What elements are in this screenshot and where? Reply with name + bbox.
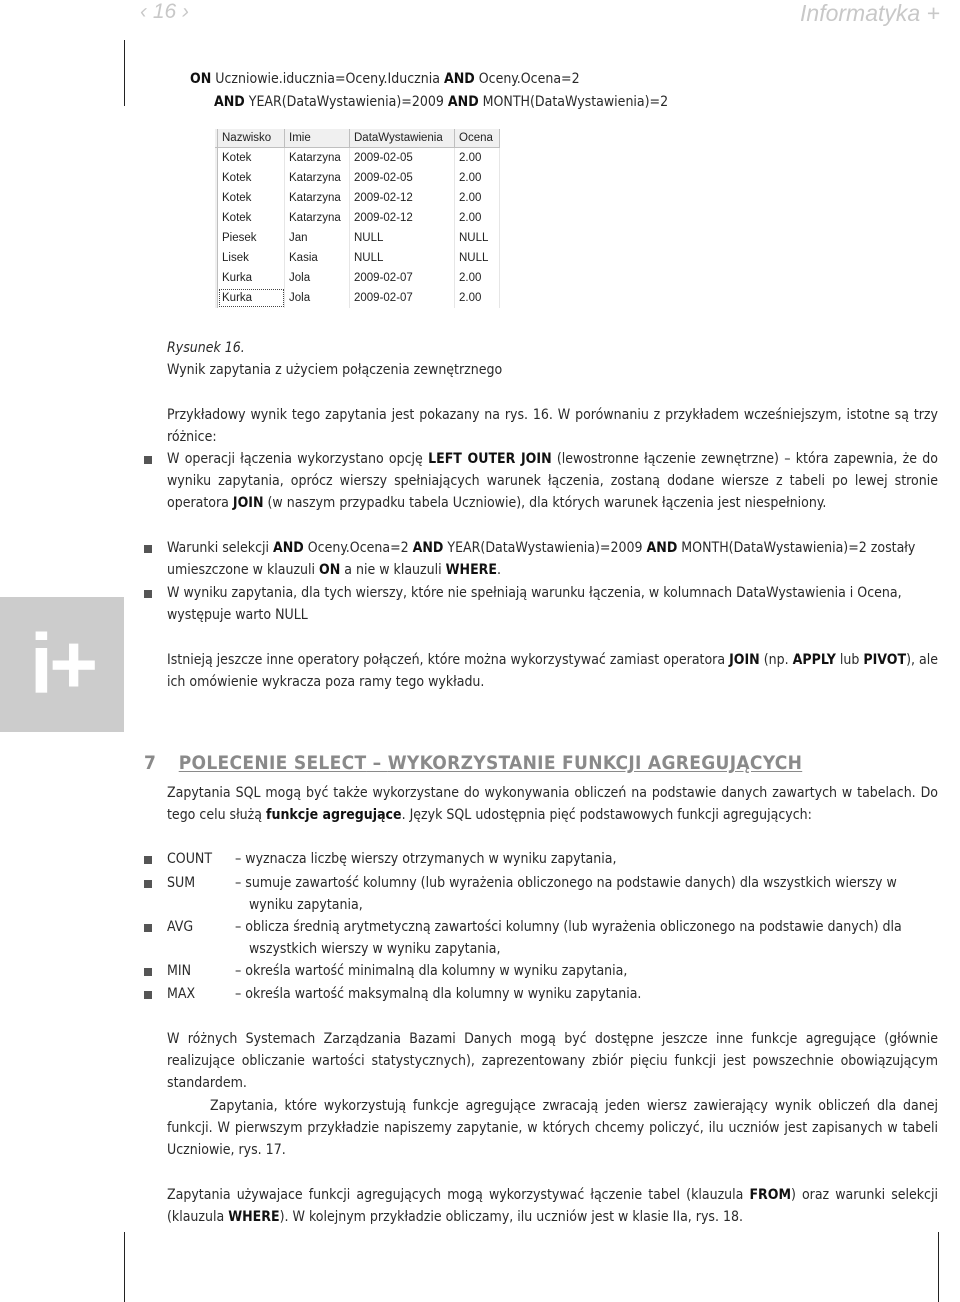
text-run: .: [497, 562, 501, 578]
text-run: Zapytania używajace funkcji agregujących mogą wykorzystywać łączenie tabel (klauzula: [167, 1187, 750, 1203]
text-run: W wyniku zapytania, dla tych wierszy, które nie spełniają warunku łączenia, w kolumnach DataWystawienia i Ocena, występuje warto NULL: [167, 585, 902, 623]
text-run: Istnieją jeszcze inne operatory połączeń, które można wykorzystywać zamiast operatora: [167, 652, 730, 668]
text-run: lub: [835, 652, 864, 668]
figure-label: Rysunek 16.: [167, 340, 245, 356]
column-header[interactable]: Imie: [285, 129, 350, 148]
bullet-marker: [144, 590, 152, 598]
note-paragraph: [167, 649, 938, 693]
bullet-marker: [144, 456, 152, 464]
table-row[interactable]: [215, 148, 500, 169]
sql-keyword: FROM: [749, 1187, 791, 1203]
text-run: YEAR(DataWystawienia)=2009: [443, 540, 647, 556]
text-run: ) oraz warunki selekcji (klauzula: [167, 1187, 938, 1225]
text-run: ). W kolejnym przykładzie obliczamy, ilu uczniów jest w klasie IIa, rys. 18.: [279, 1209, 743, 1225]
margin-line-bottom-right: [938, 1232, 939, 1302]
difference-item-3: [167, 582, 938, 626]
function-name-min: MIN: [167, 963, 192, 979]
table-cell[interactable]: Piesek: [218, 228, 285, 248]
function-desc-avg: – oblicza średnią arytmetyczną zawartości kolumny (lub wyrażenia obliczonego na podstawie danych) dla wszystkich wierszy w wyniku zapytania,: [235, 919, 902, 957]
text-run: Oceny.Ocena=2: [303, 540, 413, 556]
text-run: (w naszym przypadku tabela Uczniowie), dla których warunek łączenia jest niespełniony.: [263, 495, 827, 511]
table-cell[interactable]: 2009-02-07: [350, 288, 455, 308]
margin-line-top: [124, 40, 125, 106]
difference-item-2: [167, 537, 938, 581]
bullet-marker: [144, 880, 152, 888]
sql-keyword: APPLY: [792, 652, 836, 668]
section-title-dash: –: [366, 752, 388, 774]
section-title-part-2: WYKORZYSTANIE FUNKCJI AGREGUJĄCYCH: [387, 752, 803, 774]
sql-keyword: PIVOT: [863, 652, 907, 668]
sql-keyword: AND: [273, 540, 304, 556]
function-name-sum: SUM: [167, 875, 196, 891]
sql-keyword: AND: [447, 94, 479, 110]
query-result-grid: [215, 129, 500, 308]
sql-keyword: JOIN: [232, 495, 264, 511]
text-run: MONTH(DataWystawienia)=2 zostały umieszczone w klauzuli: [167, 540, 916, 578]
publication-title: Informatyka +: [800, 0, 940, 26]
text-run: Zapytania SQL mogą być także wykorzystane do wykonywania obliczeń na podstawie danych zawartych w tabelach. Do tego celu służą: [167, 785, 938, 823]
text-run: MONTH(DataWystawienia)=2: [478, 94, 669, 110]
query-line-2: [214, 91, 668, 113]
table-row[interactable]: [215, 188, 500, 208]
text-run: Warunki selekcji: [167, 540, 273, 556]
function-name-max: MAX: [167, 986, 196, 1002]
bullet-marker: [144, 924, 152, 932]
table-cell[interactable]: Katarzyna: [285, 148, 350, 169]
table-cell[interactable]: Jan: [285, 228, 350, 248]
table-cell[interactable]: NULL: [455, 228, 500, 248]
intro-paragraph: Przykładowy wynik tego zapytania jest pokazany na rys. 16. W porównaniu z przykładem wcześniejszym, istotne są trzy różnice:: [167, 407, 938, 445]
table-row[interactable]: [215, 248, 500, 268]
function-name-count: COUNT: [167, 851, 213, 867]
margin-line-bottom-left: [124, 1232, 125, 1302]
aggregate-paragraph: Zapytania, które wykorzystują funkcje agregujące zwracają jeden wiersz zawierający wynik obliczeń dla danej funkcji. W pierwszym przykładzie napiszemy zapytanie, w których chcemy policzyć, ilu uczniów jest zapisanych w tabeli Uczniowie, rys. 17.: [167, 1098, 938, 1158]
text-run: W operacji łączenia wykorzystano opcję: [167, 451, 429, 467]
text-run: ), ale ich omówienie wykracza poza ramy tego wykładu.: [167, 652, 938, 690]
table-cell[interactable]: NULL: [350, 228, 455, 248]
bullet-marker: [144, 968, 152, 976]
table-cell[interactable]: Katarzyna: [285, 208, 350, 228]
sql-keyword: AND: [412, 540, 444, 556]
table-row[interactable]: [215, 228, 500, 248]
function-desc-max: – określa wartość maksymalną dla kolumny w wyniku zapytania.: [235, 986, 642, 1002]
section-heading: [144, 752, 802, 774]
bullet-marker: [144, 545, 152, 553]
sql-keyword: WHERE: [228, 1209, 280, 1225]
section-title-part-1: POLECENIE SELECT: [178, 752, 367, 774]
sql-keyword: LEFT OUTER JOIN: [428, 451, 552, 467]
table-cell[interactable]: Katarzyna: [285, 188, 350, 208]
table-cell[interactable]: Kurka: [218, 268, 285, 288]
table-cell[interactable]: NULL: [455, 248, 500, 268]
table-cell[interactable]: Kasia: [285, 248, 350, 268]
sql-keyword: ON: [319, 562, 341, 578]
table-cell[interactable]: 2.00: [455, 268, 500, 288]
table-cell[interactable]: 2009-02-12: [350, 188, 455, 208]
table-cell[interactable]: Kotek: [218, 188, 285, 208]
table-cell[interactable]: Katarzyna: [285, 168, 350, 188]
table-cell[interactable]: Lisek: [218, 248, 285, 268]
function-name-avg: AVG: [167, 919, 194, 935]
closing-paragraph: [167, 1184, 938, 1228]
query-line-1: [190, 68, 580, 90]
table-cell[interactable]: 2.00: [455, 188, 500, 208]
table-cell[interactable]: 2009-02-12: [350, 208, 455, 228]
table-cell[interactable]: 2.00: [455, 208, 500, 228]
text-run: Oceny.Ocena=2: [474, 71, 580, 87]
sql-keyword: ON: [190, 71, 212, 87]
sql-keyword: AND: [214, 94, 245, 110]
function-desc-min: – określa wartość minimalną dla kolumny w wyniku zapytania,: [235, 963, 628, 979]
page-number: ‹ 16 ›: [140, 0, 190, 23]
function-desc-sum: – sumuje zawartość kolumny (lub wyrażenia obliczonego na podstawie danych) dla wszystkich wierszy w wyniku zapytania,: [235, 875, 897, 913]
table-row[interactable]: [215, 288, 500, 308]
sql-keyword: AND: [646, 540, 678, 556]
sql-keyword: AND: [443, 71, 475, 87]
text-run: (np.: [759, 652, 793, 668]
text-run: YEAR(DataWystawienia)=2009: [244, 94, 448, 110]
bullet-marker: [144, 856, 152, 864]
table-cell[interactable]: 2009-02-07: [350, 268, 455, 288]
table-cell[interactable]: 2.00: [455, 148, 500, 169]
table-cell[interactable]: 2.00: [455, 288, 500, 308]
difference-item-1: [167, 448, 938, 514]
table-cell[interactable]: NULL: [350, 248, 455, 268]
function-desc-count: – wyznacza liczbę wierszy otrzymanych w wyniku zapytania,: [235, 851, 617, 867]
figure-caption: Wynik zapytania z użyciem połączenia zewnętrznego: [167, 362, 503, 378]
sql-keyword: WHERE: [445, 562, 497, 578]
bullet-marker: [144, 991, 152, 999]
column-header[interactable]: Ocena: [455, 129, 500, 148]
table-cell[interactable]: 2.00: [455, 168, 500, 188]
column-header[interactable]: Nazwisko: [218, 129, 285, 148]
table-row[interactable]: [215, 268, 500, 288]
sql-keyword: JOIN: [729, 652, 760, 668]
table-cell[interactable]: Kurka: [218, 288, 285, 308]
text-run: (lewostronne łączenie zewnętrzne) – która zapewnia, że do wyniku zapytania, oprócz wierszy spełniających warunek łączenia, zostaną dodane wiersze z tabeli po lewej stronie operatora: [167, 451, 938, 511]
sql-keyword: funkcje agregujące: [266, 807, 402, 823]
text-run: a nie w klauzuli: [340, 562, 446, 578]
informatyka-plus-logo: i+: [0, 597, 124, 732]
table-row[interactable]: [215, 168, 500, 188]
table-row[interactable]: [215, 208, 500, 228]
table-cell[interactable]: Kotek: [218, 148, 285, 169]
section-number: 7: [144, 752, 157, 774]
table-cell[interactable]: Kotek: [218, 208, 285, 228]
systems-paragraph: W różnych Systemach Zarządzania Bazami Danych mogą być dostępne jeszcze inne funkcje agregujące (głównie realizujące obliczanie wartości statystycznych), zaprezentowany zbiór pięciu funkcji jest powszechnie obowiązującym standardem.: [167, 1031, 938, 1091]
table-cell[interactable]: Jola: [285, 268, 350, 288]
table-cell[interactable]: Jola: [285, 288, 350, 308]
table-cell[interactable]: 2009-02-05: [350, 148, 455, 169]
text-run: . Język SQL udostępnia pięć podstawowych funkcji agregujących:: [401, 807, 812, 823]
text-run: Uczniowie.iducznia=Oceny.Iducznia: [211, 71, 444, 87]
table-cell[interactable]: 2009-02-05: [350, 168, 455, 188]
table-cell[interactable]: Kotek: [218, 168, 285, 188]
section-intro-paragraph: [167, 782, 938, 826]
column-header[interactable]: DataWystawienia: [350, 129, 455, 148]
